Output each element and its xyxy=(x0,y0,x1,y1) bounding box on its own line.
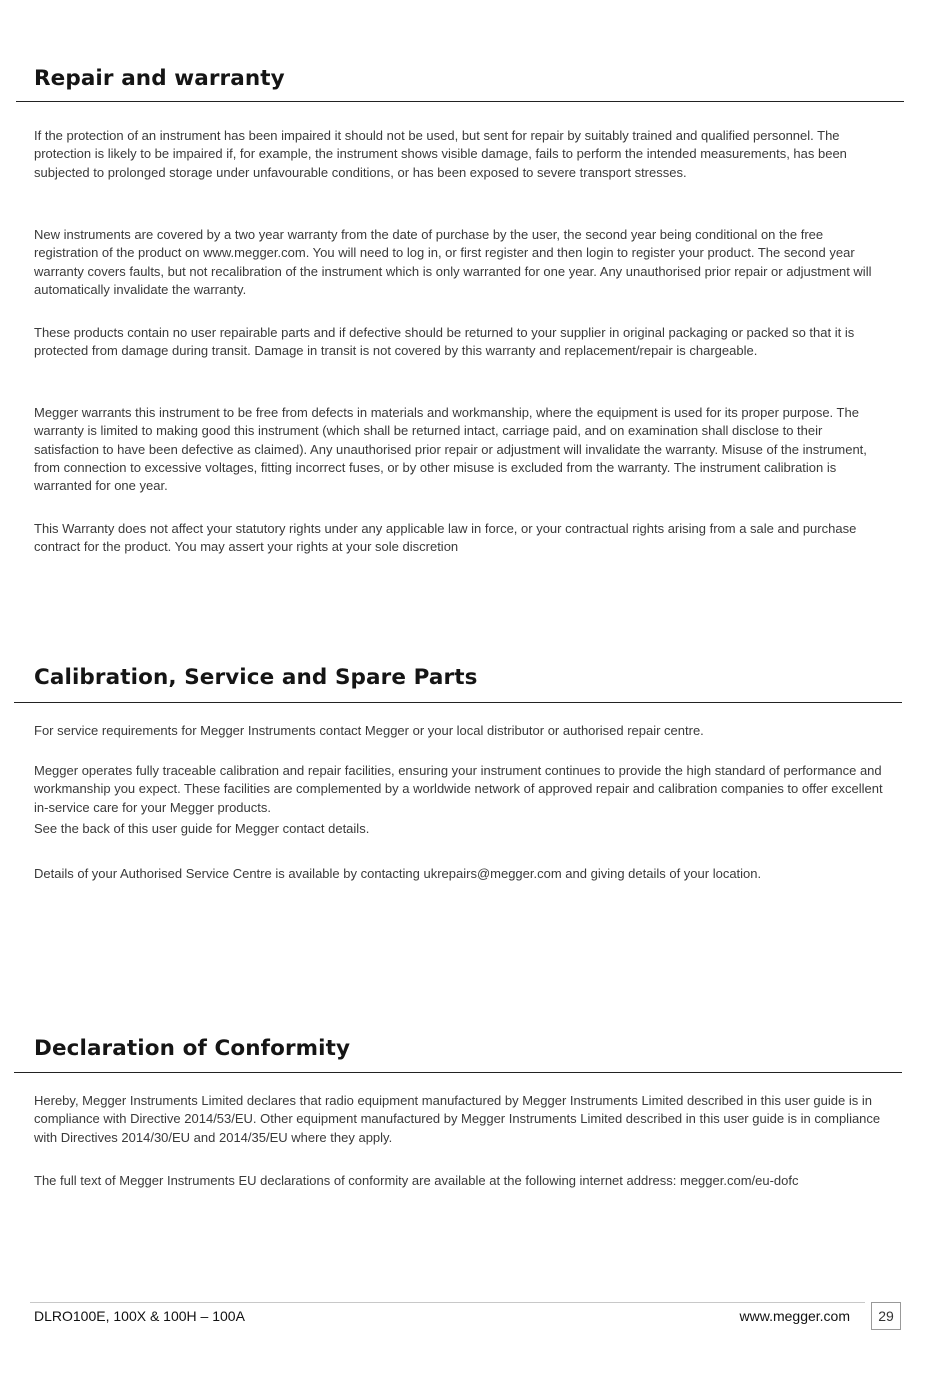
heading-repair-warranty: Repair and warranty xyxy=(34,66,285,91)
paragraph: If the protection of an instrument has been impaired it should not be used, but sent for repair by suitably trained and qualified personnel. The protection is likely to be impaired if, for example, the instrument shows visible damage, fails to perform the intended measurements, has been subjected to prolonged storage under unfavourable conditions, or has been exposed to severe transport stresses. xyxy=(34,128,847,180)
footer-rule xyxy=(30,1302,865,1303)
paragraph: Megger operates fully traceable calibration and repair facilities, ensuring your instrument continues to provide the high standard of performance and workmanship you expect. These facilities are complemented by a worldwide network of approved repair and calibration companies to offer excellent in-service care for your Megger products. xyxy=(34,763,883,815)
footer-url[interactable]: www.megger.com xyxy=(739,1308,850,1324)
page-number: 29 xyxy=(871,1302,901,1330)
heading-rule xyxy=(14,702,902,703)
paragraph: For service requirements for Megger Instruments contact Megger or your local distributor or authorised repair centre. xyxy=(34,723,704,738)
paragraph: This Warranty does not affect your statutory rights under any applicable law in force, or your contractual rights arising from a sale and purchase contract for the product. You may assert your rights at your sole discretion xyxy=(34,521,857,555)
paragraph: Megger warrants this instrument to be free from defects in materials and workmanship, where the equipment is used for its proper purpose. The warranty is limited to making good this instrument (which shall be returned intact, carriage paid, and on examination shall disclose to their satisfaction to have been defective as claimed). Any unauthorised prior repair or adjustment will invalidate the warranty. Misuse of the instrument, from connection to excessive voltages, fitting incorrect fuses, or by other misuse is excluded from the warranty. The instrument calibration is warranted for one year. xyxy=(34,405,867,494)
heading-rule xyxy=(14,1072,902,1073)
paragraph: Hereby, Megger Instruments Limited declares that radio equipment manufactured by Megger Instruments Limited described in this user guide is in compliance with Directive 2014/53/EU. Other equipment manufactured by Megger Instruments Limited described in this user guide is in compliance with Directives 2014/30/EU and 2014/35/EU where they apply. xyxy=(34,1093,881,1145)
heading-declaration-conformity: Declaration of Conformity xyxy=(34,1036,351,1061)
heading-rule xyxy=(16,101,904,102)
paragraph: New instruments are covered by a two year warranty from the date of purchase by the user, the second year being conditional on the free registration of the product on www.megger.com. You will need to log in, or first register and then login to register your product. The second year warranty covers faults, but not recalibration of the instrument which is only warranted for one year. Any unauthorised prior repair or adjustment will automatically invalidate the warranty. xyxy=(34,227,872,297)
heading-calibration-service: Calibration, Service and Spare Parts xyxy=(34,665,478,690)
footer-model: DLRO100E, 100X & 100H – 100A xyxy=(34,1308,245,1324)
paragraph: Details of your Authorised Service Centre is available by contacting ukrepairs@megger.com and giving details of your location. xyxy=(34,866,762,881)
paragraph: These products contain no user repairable parts and if defective should be returned to your supplier in original packaging or packed so that it is protected from damage during transit. Damage in transit is not covered by this warranty and replacement/repair is chargeable. xyxy=(34,325,855,359)
paragraph: See the back of this user guide for Megger contact details. xyxy=(34,821,370,836)
paragraph: The full text of Megger Instruments EU declarations of conformity are available at the following internet address: megger.com/eu-dofc xyxy=(34,1173,799,1188)
